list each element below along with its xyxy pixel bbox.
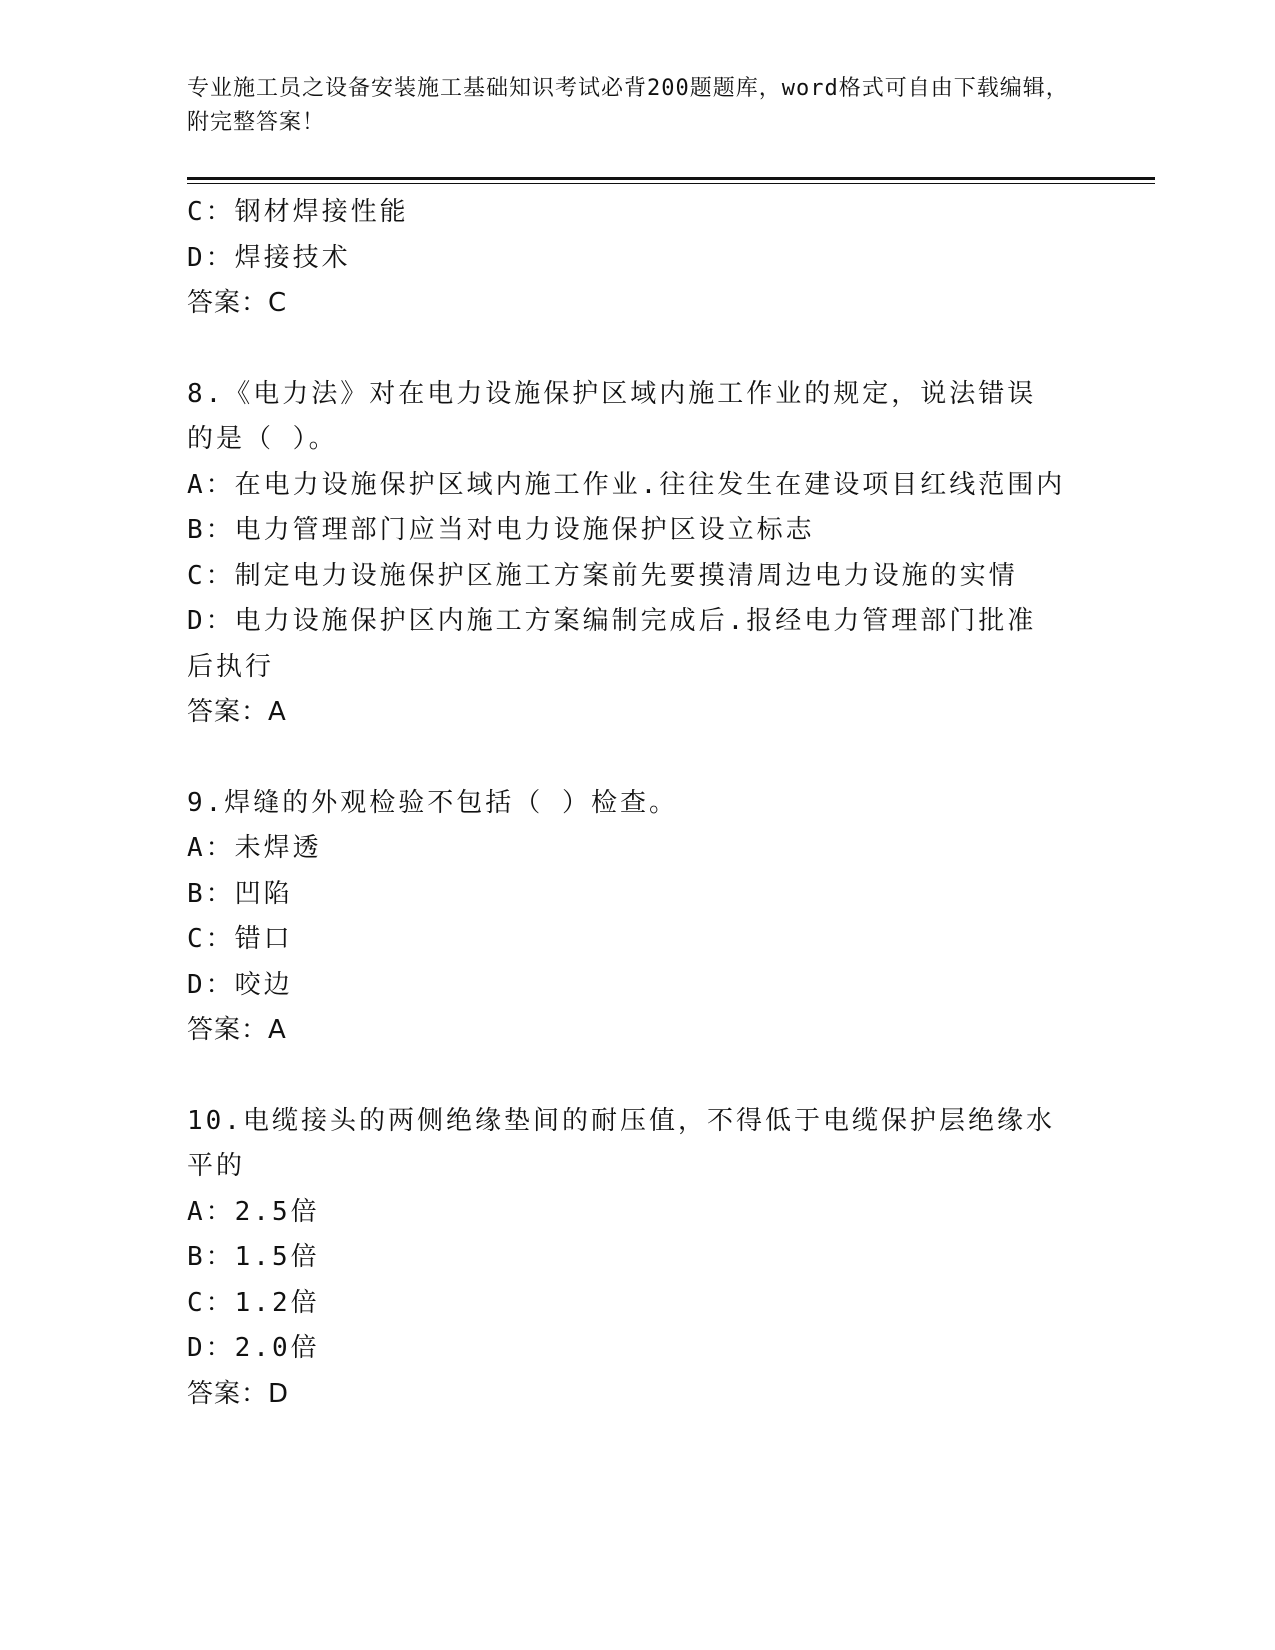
question-10: [187, 1099, 1067, 1418]
answer: 答案：A: [187, 697, 287, 727]
option-a: A：2.5倍: [187, 1196, 320, 1227]
question-stem: 9.焊缝的外观检验不包括（ ）检查。: [187, 787, 678, 818]
document-title: 专业施工员之设备安装施工基础知识考试必背200题题库，word格式可自由下载编辑，附完整答案！: [187, 76, 1069, 135]
question-stem: 8.《电力法》对在电力设施保护区域内施工作业的规定，说法错误的是（ ）。: [187, 378, 1037, 454]
option-a: A：未焊透: [187, 833, 322, 863]
option-a: A：在电力设施保护区域内施工作业.往往发生在建设项目红线范围内: [187, 469, 1066, 500]
option-c: C：错口: [187, 924, 293, 954]
question-8: [187, 372, 1067, 736]
option-d: D：电力设施保护区内施工方案编制完成后.报经电力管理部门批准后执行: [187, 606, 1037, 682]
option-d: D：焊接技术: [187, 242, 351, 273]
option-c: C：1.2倍: [187, 1287, 320, 1318]
question-9: [187, 781, 1067, 1054]
option-c: C：钢材焊接性能: [187, 197, 409, 227]
answer: 答案：D: [187, 1378, 290, 1409]
header-divider-thin: [187, 183, 1155, 184]
question-stem: 10.电缆接头的两侧绝缘垫间的耐压值，不得低于电缆保护层绝缘水平的: [187, 1105, 1055, 1181]
option-d: D：2.0倍: [187, 1333, 320, 1363]
answer: 答案：A: [187, 1015, 287, 1045]
page-header: [187, 72, 1087, 140]
option-b: B：电力管理部门应当对电力设施保护区设立标志: [187, 515, 815, 545]
header-divider-thick: [187, 177, 1155, 180]
option-b: B：凹陷: [187, 878, 293, 909]
option-c: C：制定电力设施保护区施工方案前先要摸清周边电力设施的实情: [187, 560, 1018, 591]
answer: 答案：C: [187, 288, 288, 318]
question-7-fragment: [187, 190, 1067, 327]
document-body: [187, 190, 1067, 1417]
option-d: D：咬边: [187, 969, 293, 1000]
option-b: B：1.5倍: [187, 1242, 320, 1272]
